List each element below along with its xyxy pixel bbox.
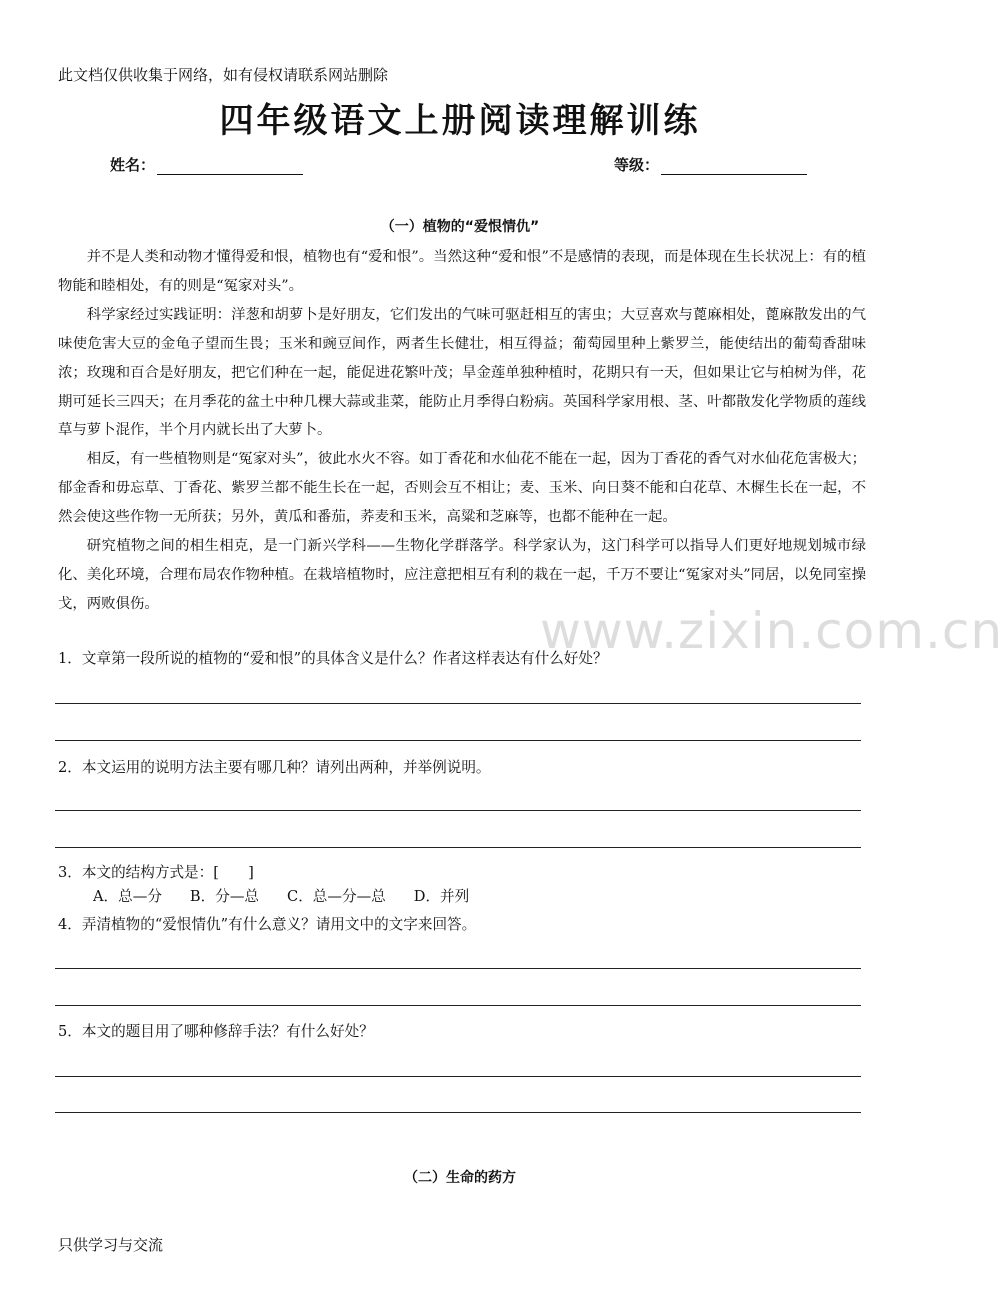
page-title: 四年级语文上册阅读理解训练 <box>219 101 701 141</box>
question-5: 5．本文的题目用了哪种修辞手法？有什么好处？ <box>58 1023 374 1040</box>
section1-title: （一）植物的“爱恨情仇” <box>380 219 540 235</box>
answer-line[interactable] <box>55 1112 861 1113</box>
answer-line[interactable] <box>55 1076 861 1077</box>
article-paragraph: 并不是人类和动物才懂得爱和恨，植物也有“爱和恨”。当然这种“爱和恨”不是感情的表现，而是体现在生长状况上：有的植物能和睦相处，有的则是“冤家对头”。 <box>58 249 866 294</box>
option-a[interactable]: A．总—分 <box>93 888 162 905</box>
answer-line[interactable] <box>55 847 861 848</box>
answer-line[interactable] <box>55 968 861 969</box>
article-paragraph: 相反，有一些植物则是“冤家对头”，彼此水火不容。如丁香花和水仙花不能在一起，因为丁香花的香气对水仙花危害极大；郁金香和毋忘草、丁香花、紫罗兰都不能生长在一起，否则会互不相让；麦、玉米、向日葵不能和白花草、木樨生长在一起，不然会使这些作物一无所获；另外，黄瓜和番茄，荞麦和玉米，高粱和芝麻等，也都不能种在一起。 <box>58 451 866 526</box>
name-label: 姓名： <box>110 156 156 174</box>
option-d[interactable]: D．并列 <box>413 888 470 905</box>
question-1: 1．文章第一段所说的植物的“爱和恨”的具体含义是什么？作者这样表达有什么好处？ <box>58 650 608 667</box>
grade-blank[interactable] <box>661 158 807 175</box>
grade-field <box>614 154 807 175</box>
article-body <box>58 243 866 619</box>
article-paragraph: 研究植物之间的相生相克，是一门新兴学科——生物化学群落学。科学家认为，这门科学可以指导人们更好地规划城市绿化、美化环境，合理布局农作物种植。在栽培植物时，应注意把相互有利的栽在一起，千万不要让“冤家对头”同居，以免同室操戈，两败俱伤。 <box>58 538 866 612</box>
option-c[interactable]: C．总—分—总 <box>287 888 386 905</box>
grade-label: 等级： <box>614 156 660 174</box>
name-field <box>110 154 303 175</box>
name-blank[interactable] <box>157 158 303 175</box>
option-b[interactable]: B．分—总 <box>189 888 260 905</box>
answer-line[interactable] <box>55 740 861 741</box>
answer-line[interactable] <box>55 703 861 704</box>
question-4: 4．弄清植物的“爱恨情仇”有什么意义？请用文中的文字来回答。 <box>58 916 477 933</box>
article-paragraph: 科学家经过实践证明：洋葱和胡萝卜是好朋友，它们发出的气味可驱赶相互的害虫；大豆喜欢与蓖麻相处，蓖麻散发出的气味使危害大豆的金龟子望而生畏；玉米和豌豆间作，两者生长健壮，相互得益；葡萄园里种上紫罗兰，能使结出的葡萄香甜味浓；玫瑰和百合是好朋友，把它们种在一起，能促进花繁叶茂；旱金莲单独种植时，花期只有一天，但如果让它与柏树为伴，花期可延长三四天；在月季花的盆土中种几棵大蒜或韭菜，能防止月季得白粉病。英国科学家用根、茎、叶都散发化学物质的莲线草与萝卜混作，半个月内就长出了大萝卜。 <box>58 306 866 439</box>
disclaimer-text: 此文档仅供收集于网络，如有侵权请联系网站删除 <box>58 66 389 84</box>
question-2: 2．本文运用的说明方法主要有哪几种？请列出两种，并举例说明。 <box>58 759 491 776</box>
section2-title: （二）生命的药方 <box>404 1170 516 1186</box>
answer-line[interactable] <box>55 810 861 811</box>
footer-text: 只供学习与交流 <box>58 1236 164 1254</box>
answer-line[interactable] <box>55 1005 861 1006</box>
watermark: www.zixin.com.cn <box>540 602 1003 660</box>
question-3-options <box>93 885 497 906</box>
question-3: 3．本文的结构方式是：[ ] <box>58 864 254 881</box>
